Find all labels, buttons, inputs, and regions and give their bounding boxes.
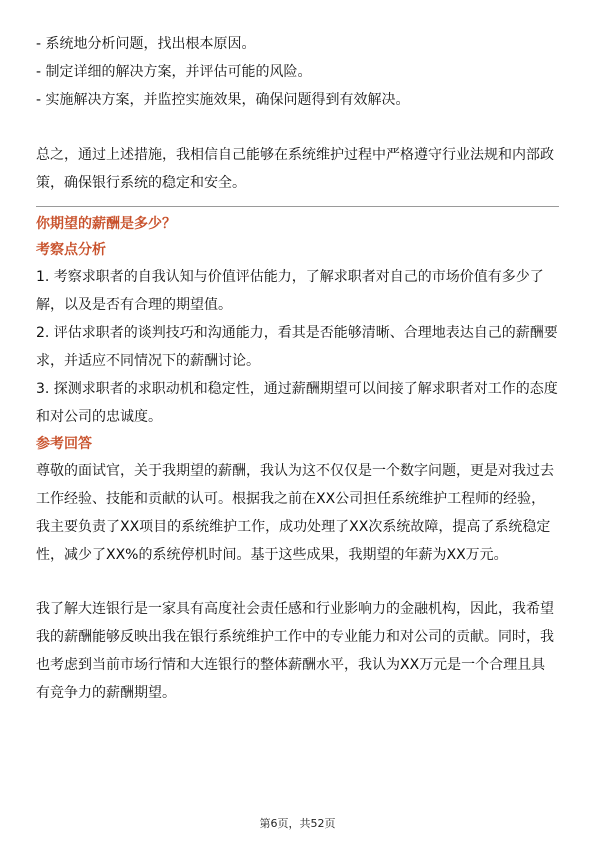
analysis-item: 1. 考察求职者的自我认知与价值评估能力，了解求职者对自己的市场价值有多少了解，以及是否有合理的期望值。 <box>36 269 544 313</box>
bullet-item: - 实施解决方案，并监控实施效果，确保问题得到有效解决。 <box>36 92 410 108</box>
answer-paragraph: 我了解大连银行是一家具有高度社会责任感和行业影响力的金融机构，因此，我希望我的薪酬能够反映出我在银行系统维护工作中的专业能力和对公司的贡献。同时，我也考虑到当前市场行情和大连银行的整体薪酬水平，我认为XX万元是一个合理且具有竞争力的薪酬期望。 <box>36 601 554 701</box>
document-page <box>36 30 559 707</box>
bullet-item: - 制定详细的解决方案，并评估可能的风险。 <box>36 64 312 80</box>
analysis-item: 3. 探测求职者的求职动机和稳定性，通过薪酬期望可以间接了解求职者对工作的态度和对公司的忠诚度。 <box>36 381 558 425</box>
analysis-heading: 考察点分析 <box>36 242 106 258</box>
analysis-list <box>36 263 559 431</box>
answer-heading: 参考回答 <box>36 436 92 452</box>
answer-paragraph: 尊敬的面试官，关于我期望的薪酬，我认为这不仅仅是一个数字问题，更是对我过去工作经验、技能和贡献的认可。根据我之前在XX公司担任系统维护工程师的经验，我主要负责了XX项目的系统维护工作，成功处理了XX次系统故障，提高了系统稳定性，减少了XX%的系统停机时间。基于这些成果，我期望的年薪为XX万元。 <box>36 463 554 563</box>
page-number-footer: 第6页，共52页 <box>259 817 336 830</box>
bullet-item: - 系统地分析问题，找出根本原因。 <box>36 36 256 52</box>
conclusion-paragraph: 总之，通过上述措施，我相信自己能够在系统维护过程中严格遵守行业法规和内部政策，确保银行系统的稳定和安全。 <box>36 147 554 191</box>
analysis-item: 2. 评估求职者的谈判技巧和沟通能力，看其是否能够清晰、合理地表达自己的薪酬要求，并适应不同情况下的薪酬讨论。 <box>36 325 558 369</box>
section-divider <box>36 206 559 207</box>
question-title: 你期望的薪酬是多少？ <box>36 216 176 232</box>
intro-bullet-list <box>36 30 559 114</box>
